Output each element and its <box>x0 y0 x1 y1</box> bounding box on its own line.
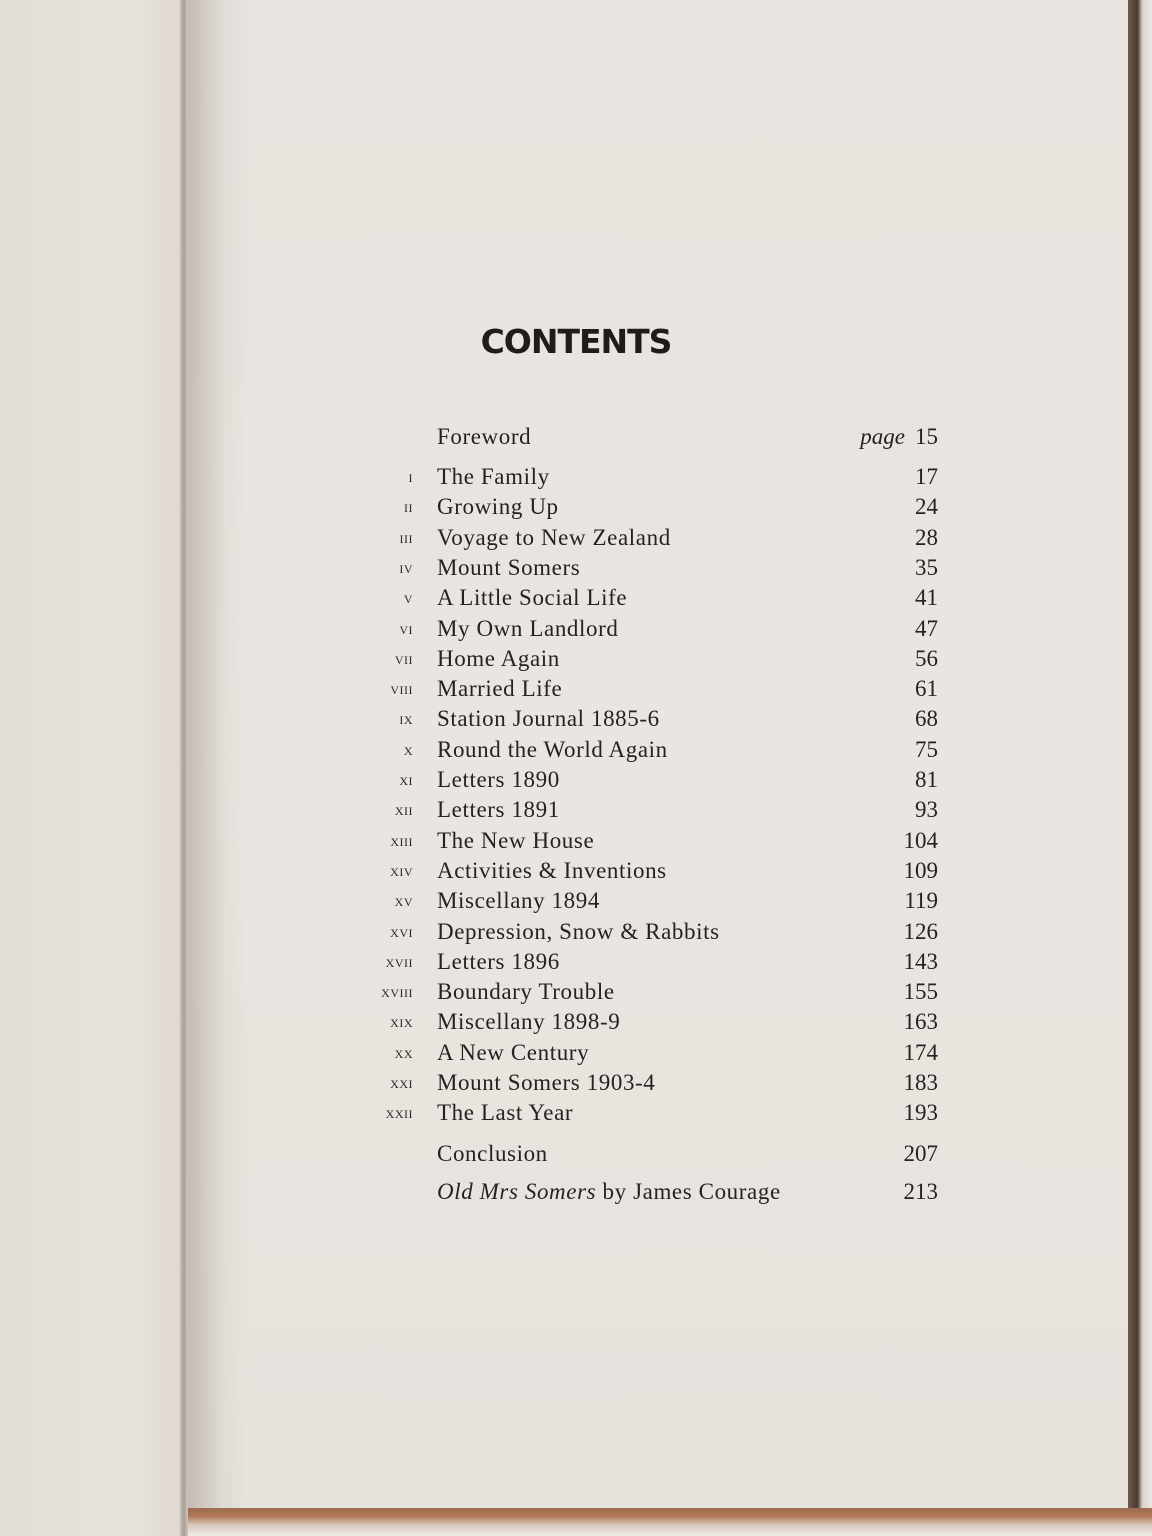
chapter-numeral: xiv <box>390 861 413 880</box>
toc-entry-page: 126 <box>903 919 938 944</box>
toc-entry-page: 143 <box>903 949 938 974</box>
chapter-numeral: viii <box>390 679 413 698</box>
toc-entry-title: Round the World Again <box>437 737 668 762</box>
chapter-numeral: vi <box>399 619 413 638</box>
toc-entry-page: 193 <box>903 1100 938 1125</box>
chapter-numeral: x <box>403 740 413 759</box>
toc-entry-title: Conclusion <box>437 1141 548 1166</box>
toc-entry-title: Mount Somers 1903-4 <box>437 1070 656 1095</box>
toc-entry-page: 155 <box>903 979 938 1004</box>
toc-entry-title: Depression, Snow & Rabbits <box>437 919 720 944</box>
toc-entry-page: 183 <box>903 1070 938 1095</box>
toc-entry-page <box>800 424 938 450</box>
toc-entry-page: 17 <box>915 464 938 489</box>
toc-entry-chapter <box>0 949 1152 975</box>
toc-entry-foreword <box>0 424 1152 450</box>
chapter-numeral: xix <box>390 1012 413 1031</box>
toc-entry-page: 207 <box>903 1141 938 1166</box>
toc-entry-title: Letters 1891 <box>437 797 560 822</box>
toc-entry-chapter <box>0 494 1152 520</box>
toc-entry-page: 47 <box>915 616 938 641</box>
toc-entry-title: The Family <box>437 464 550 489</box>
toc-entry-page: 61 <box>915 676 938 701</box>
toc-entry-title: Married Life <box>437 676 563 701</box>
appendix-title-italic: Old Mrs Somers <box>437 1179 597 1204</box>
toc-entry-conclusion <box>0 1141 1152 1167</box>
toc-entry-title: Activities & Inventions <box>437 858 667 883</box>
toc-entry-page: 174 <box>903 1040 938 1065</box>
toc-entry-chapter <box>0 616 1152 642</box>
toc-entry-chapter <box>0 706 1152 732</box>
toc-entry-page: 75 <box>915 737 938 762</box>
toc-entry-chapter <box>0 1100 1152 1126</box>
toc-entry-title: Home Again <box>437 646 560 671</box>
toc-entry-chapter <box>0 676 1152 702</box>
toc-entry-title: Station Journal 1885-6 <box>437 706 660 731</box>
chapter-numeral: xvii <box>385 952 413 971</box>
toc-entry-page: 35 <box>915 555 938 580</box>
chapter-numeral: xxii <box>385 1103 413 1122</box>
chapter-numeral: xxi <box>390 1073 413 1092</box>
toc-entry-title: Mount Somers <box>437 555 581 580</box>
toc-entry-title: The Last Year <box>437 1100 574 1125</box>
chapter-numeral: i <box>408 467 413 486</box>
toc-entry-title: Miscellany 1898-9 <box>437 1009 621 1034</box>
toc-entry-chapter <box>0 919 1152 945</box>
toc-entry-page: 104 <box>903 828 938 853</box>
toc-entry-title: Miscellany 1894 <box>437 888 600 913</box>
toc-entry-chapter <box>0 979 1152 1005</box>
toc-entry-page: 109 <box>903 858 938 883</box>
chapter-numeral: xi <box>399 770 413 789</box>
chapter-numeral: xx <box>394 1043 413 1062</box>
toc-entry-page: 41 <box>915 585 938 610</box>
toc-entry-chapter <box>0 585 1152 611</box>
chapter-numeral: xvi <box>390 922 413 941</box>
toc-entry-title: Foreword <box>437 424 532 449</box>
toc-entry-page: 213 <box>903 1179 938 1204</box>
toc-entry-title: Boundary Trouble <box>437 979 615 1004</box>
book-bottom-edge <box>188 1508 1152 1536</box>
toc-entry-appendix <box>0 1179 1152 1205</box>
toc-entry-page: 163 <box>903 1009 938 1034</box>
toc-entry-chapter <box>0 737 1152 763</box>
toc-entry-title: Letters 1896 <box>437 949 560 974</box>
toc-entry-chapter <box>0 525 1152 551</box>
toc-entry-title: A Little Social Life <box>437 585 628 610</box>
toc-entry-page: 28 <box>915 525 938 550</box>
toc-entry-chapter <box>0 888 1152 914</box>
toc-entry-title: Letters 1890 <box>437 767 560 792</box>
chapter-numeral: xviii <box>381 982 413 1001</box>
toc-entry-chapter <box>0 1009 1152 1035</box>
chapter-numeral: xii <box>394 800 413 819</box>
toc-entry-page: 81 <box>915 767 938 792</box>
appendix-title-rest: by James Courage <box>596 1179 781 1204</box>
toc-entry-title: My Own Landlord <box>437 616 619 641</box>
contents-heading: CONTENTS <box>480 322 672 361</box>
toc-entry-chapter <box>0 858 1152 884</box>
toc-entry-page: 119 <box>904 888 938 913</box>
toc-entry-title: Voyage to New Zealand <box>437 525 671 550</box>
toc-entry-chapter <box>0 555 1152 581</box>
toc-entry-title <box>437 1179 781 1205</box>
toc-entry-chapter <box>0 797 1152 823</box>
toc-entry-chapter <box>0 767 1152 793</box>
toc-entry-chapter <box>0 646 1152 672</box>
toc-entry-title: The New House <box>437 828 595 853</box>
toc-entry-title: A New Century <box>437 1040 590 1065</box>
chapter-numeral: xiii <box>390 831 413 850</box>
toc-page-number: 15 <box>915 424 938 449</box>
toc-entry-chapter <box>0 1040 1152 1066</box>
chapter-numeral: iii <box>399 528 413 547</box>
chapter-numeral: v <box>403 588 413 607</box>
page-word: page <box>860 424 905 449</box>
chapter-numeral: vii <box>394 649 413 668</box>
chapter-numeral: ii <box>404 497 413 516</box>
toc-entry-page: 56 <box>915 646 938 671</box>
chapter-numeral: ix <box>399 709 413 728</box>
toc-entry-page: 24 <box>915 494 938 519</box>
toc-entry-title: Growing Up <box>437 494 559 519</box>
toc-entry-chapter <box>0 464 1152 490</box>
chapter-numeral: xv <box>394 891 413 910</box>
toc-entry-chapter <box>0 1070 1152 1096</box>
toc-entry-chapter <box>0 828 1152 854</box>
toc-entry-page: 93 <box>915 797 938 822</box>
toc-entry-page: 68 <box>915 706 938 731</box>
chapter-numeral: iv <box>399 558 413 577</box>
